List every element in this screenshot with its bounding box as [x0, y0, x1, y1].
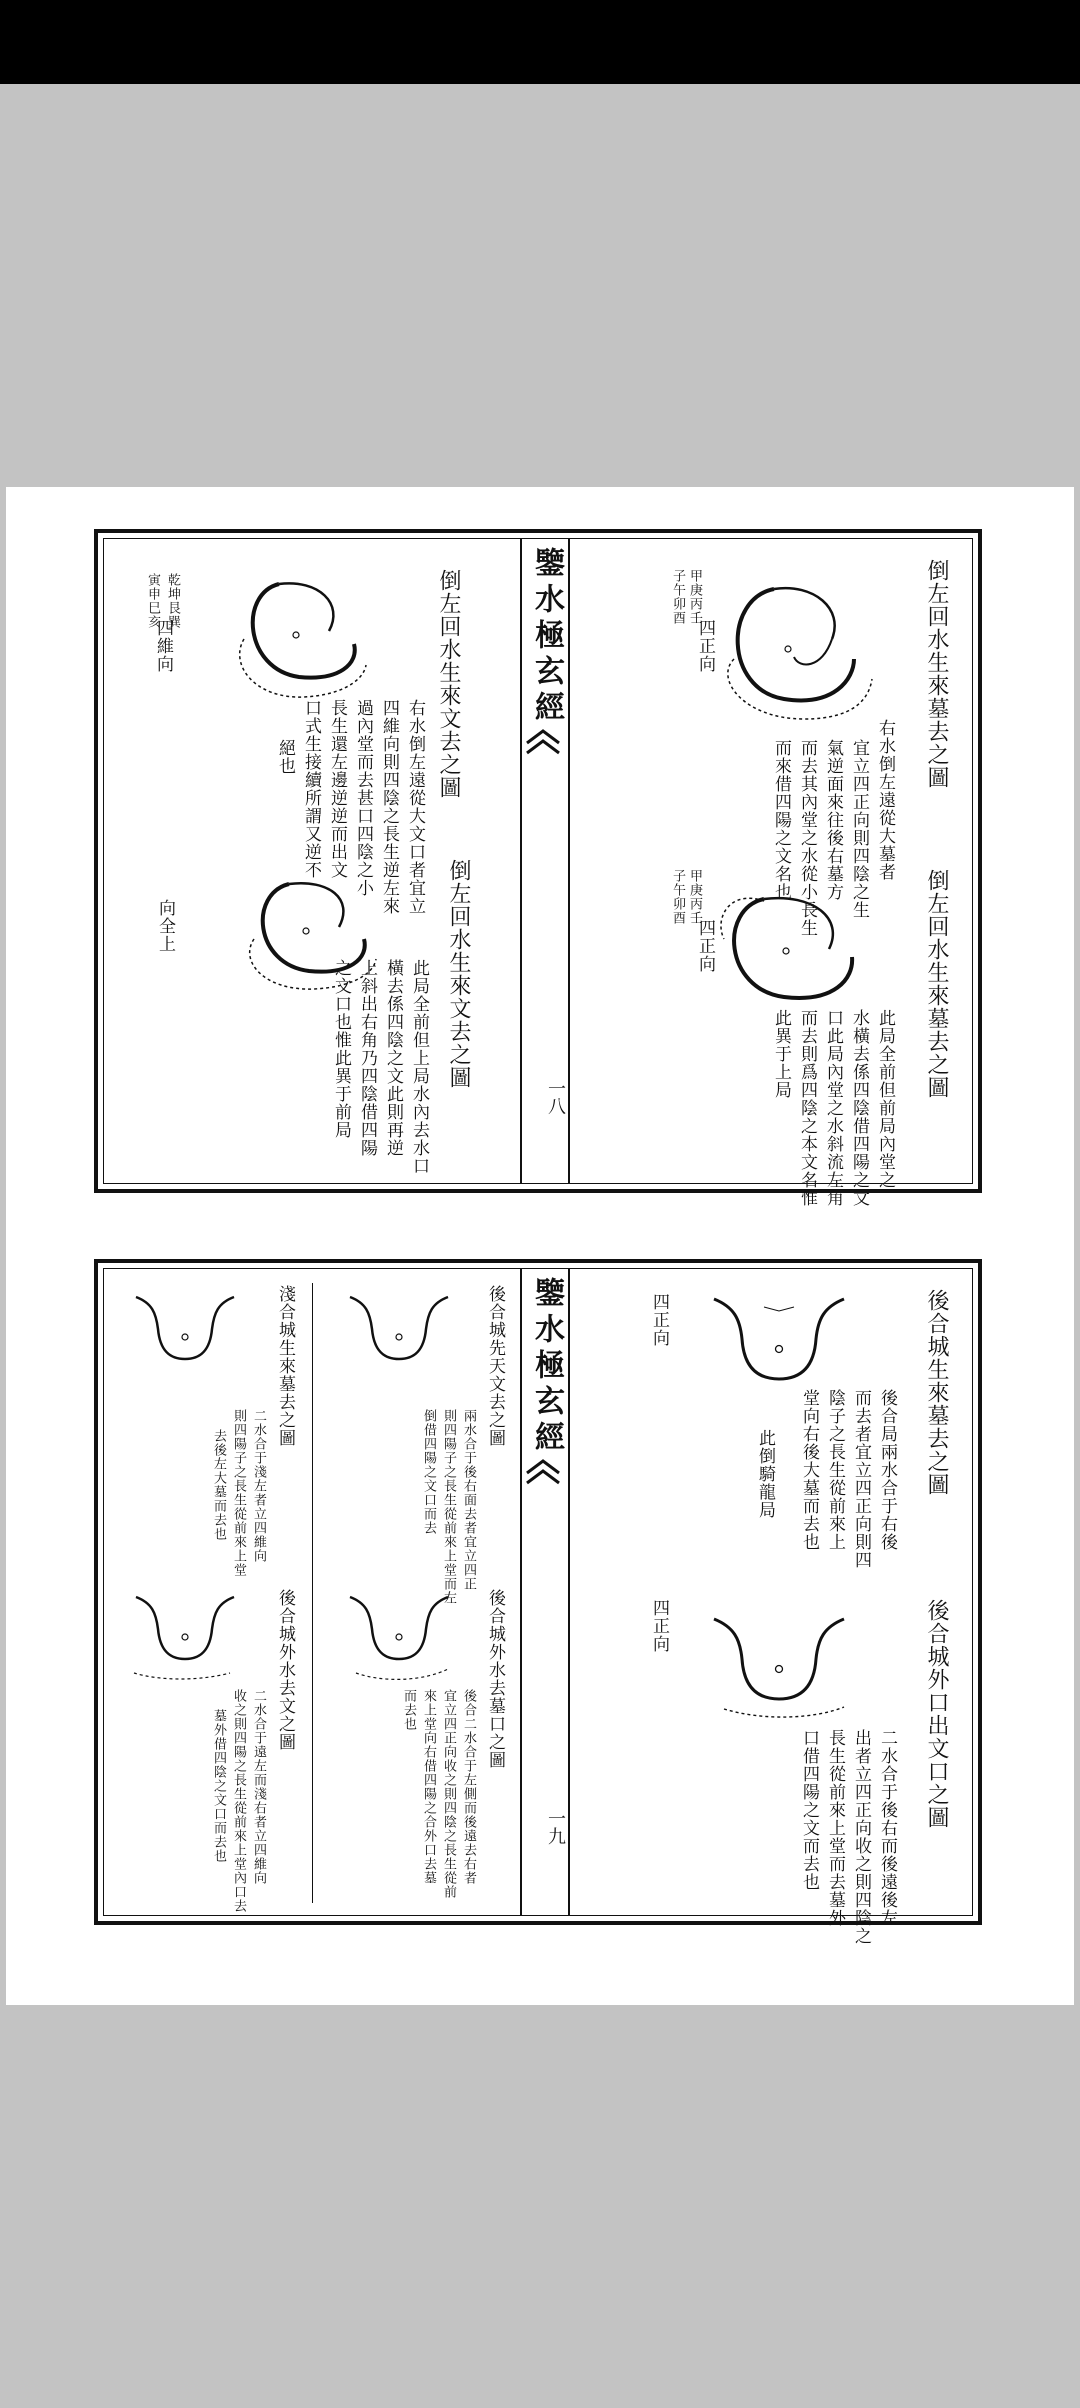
bottom-left-a-desc-1: 兩水合于後右面去者宜立四正	[461, 1409, 476, 1591]
top-right-desc-2-d: 而去則爲四陰之本文名惟	[797, 1009, 817, 1207]
top-right-desc-1-d: 而去其內堂之水從小長生	[797, 739, 817, 937]
top-left-desc-2-a: 此局全前但上局水內去水口	[409, 959, 429, 1175]
bottom-right-desc-2-c: 長生從前來上堂而去墓外	[825, 1729, 845, 1927]
bottom-left-a-diagram	[344, 1289, 454, 1379]
scanned-sheet	[6, 487, 1074, 2005]
bottom-right-desc-2-a: 二水合于後右而後遠後左	[877, 1729, 897, 1927]
bottom-right-diagram-1	[704, 1289, 854, 1399]
bottom-right-note-1: 此倒騎龍局	[755, 1429, 775, 1519]
bottom-right-desc-1-b: 而去者宜立四正向則四	[851, 1389, 871, 1569]
top-page-spread	[94, 529, 982, 1207]
bottom-right-desc-1-a: 後合局兩水合于右後	[877, 1389, 897, 1551]
top-left-desc-1-a: 右水倒左遠從大文口者宜立	[405, 699, 425, 915]
top-left-desc-2-b: 橫去係四陰之文此則再逆	[383, 959, 403, 1157]
bottom-left-a-title: 後合城先天文去之圖	[485, 1285, 505, 1447]
top-right-dir-2-a: 甲庚丙壬	[687, 869, 702, 925]
top-right-title-1: 倒左回水生來墓去之圖	[924, 559, 949, 789]
bottom-left-d-diagram	[130, 1589, 240, 1689]
top-right-desc-2-e: 此異于上局	[771, 1009, 791, 1099]
top-right-dir-1-b: 子午卯酉	[670, 569, 685, 625]
top-right-desc-1-c: 氣逆面來往後右墓方	[823, 739, 843, 901]
bottom-gutter	[520, 1269, 570, 1915]
bottom-left-d-title: 後合城外水去文之圖	[275, 1589, 295, 1751]
top-book-title: 鑒水極玄經	[529, 547, 564, 727]
bottom-right-title-2: 後合城外口出文口之圖	[924, 1599, 949, 1829]
bottom-right-dir-2: 四正向	[649, 1599, 669, 1653]
bottom-left-b-title: 後合城外水去墓口之圖	[485, 1589, 505, 1769]
top-gutter	[520, 539, 570, 1183]
bottom-right-desc-1-d: 堂向右後大墓而去也	[799, 1389, 819, 1551]
bottom-left-a-desc-2: 則四陽子之長生從前來上堂而左	[441, 1409, 456, 1605]
bottom-left-b-diagram	[344, 1589, 454, 1689]
bottom-left-b-desc-3: 來上堂向右借四陽之合外口去墓	[421, 1689, 436, 1885]
bottom-right-diagram-2	[704, 1609, 854, 1739]
top-right-dir-1-a: 甲庚丙壬	[687, 569, 702, 625]
bottom-right-title-1: 後合城生來墓去之圖	[924, 1289, 949, 1496]
bottom-left-d-desc-1: 二水合于遠左而淺右者立四維向	[251, 1689, 266, 1885]
bottom-left-c-title: 淺合城生來墓去之圖	[275, 1285, 295, 1447]
bottom-right-desc-1-c: 陰子之長生從前來上	[825, 1389, 845, 1551]
bottom-left-c-desc-3: 去後左大墓而去也	[211, 1429, 226, 1541]
top-right-desc-2-c: 口此局內堂之水斜流左角	[823, 1009, 843, 1207]
bottom-folio: 一九	[545, 1809, 566, 1845]
top-page-frame	[103, 538, 973, 1207]
bottom-left-d-desc-2: 收之則四陽之長生從前來上堂內口去	[231, 1689, 246, 1913]
bottom-chevron-ornament	[526, 1459, 560, 1489]
top-right-desc-1-b: 宜立四正向則四陰之生	[849, 739, 869, 919]
bottom-left-c-diagram	[130, 1289, 240, 1379]
top-right-dir-1-c: 四正向	[695, 619, 715, 673]
bottom-page-spread	[94, 1259, 982, 1945]
top-right-title-2: 倒左回水生來墓去之圖	[924, 869, 949, 1099]
top-left-title-2: 倒左回水生來文去之圖	[446, 859, 471, 1089]
top-right-diagram-2	[704, 879, 884, 1029]
top-folio: 一八	[545, 1079, 566, 1115]
bottom-left-column-divider	[312, 1283, 313, 1903]
top-left-dir-1-b: 寅申巳亥	[145, 573, 160, 629]
top-right-desc-1-e: 而來借四陽之文名也	[771, 739, 791, 901]
top-left-desc-1-f: 絕也	[275, 739, 295, 775]
top-right-dir-2-b: 子午卯酉	[670, 869, 685, 925]
bottom-page-frame	[103, 1268, 973, 1945]
bottom-left-a-desc-3: 倒借四陽之文口而去	[421, 1409, 436, 1535]
bottom-right-desc-2-d: 口借四陽之文而去也	[799, 1729, 819, 1891]
top-right-desc-1-a: 右水倒左遠從大墓者	[875, 719, 895, 881]
bottom-left-b-desc-4: 而去也	[401, 1689, 416, 1731]
bottom-left-d-desc-3: 墓外借四陰之文口而去也	[211, 1709, 226, 1863]
top-left-title-1: 倒左回水生來文去之圖	[436, 569, 461, 799]
top-left-desc-1-d: 長生還左邊逆逆而出文	[327, 699, 347, 879]
top-right-desc-2-b: 水橫去係四陰借四陽之文	[849, 1009, 869, 1207]
top-left-desc-1-e: 口式生接續所謂又逆不	[301, 699, 321, 879]
top-right-desc-2-a: 此局全前但前局內堂之	[875, 1009, 895, 1189]
top-right-diagram-1	[704, 569, 884, 739]
top-left-desc-1-b: 四維向則四陰之長生逆左來	[379, 699, 399, 915]
top-left-desc-1-c: 過內堂而去甚口四陰之小	[353, 699, 373, 897]
top-left-note: 向全上	[155, 899, 175, 953]
top-chevron-ornament	[526, 729, 560, 759]
viewer-top-bar	[0, 0, 1080, 84]
bottom-book-title: 鑒水極玄經	[529, 1277, 564, 1457]
top-left-diagram-1	[224, 569, 374, 709]
top-left-desc-2-c: 上斜出右角乃四陰借四陽	[357, 959, 377, 1157]
bottom-right-dir-1: 四正向	[649, 1293, 669, 1347]
top-right-dir-2-c: 四正向	[695, 919, 715, 973]
bottom-right-desc-2-b: 出者立四正向收之則四陰之	[851, 1729, 871, 1945]
top-left-dir-1-a: 乾坤艮巽	[165, 573, 180, 629]
bottom-left-b-desc-1: 後合二水合于左側而後遠去右者	[461, 1689, 476, 1885]
bottom-left-b-desc-2: 宜立四正向收之則四陰之長生從前	[441, 1689, 456, 1899]
top-left-dir-1-c: 四維向	[153, 619, 173, 673]
bottom-left-c-desc-1: 二水合于淺左者立四維向	[251, 1409, 266, 1563]
top-left-desc-2-d: 之文口也惟此異于前局	[331, 959, 351, 1139]
bottom-left-c-desc-2: 則四陽子之長生從前來上堂	[231, 1409, 246, 1577]
top-left-diagram-2	[234, 869, 384, 999]
